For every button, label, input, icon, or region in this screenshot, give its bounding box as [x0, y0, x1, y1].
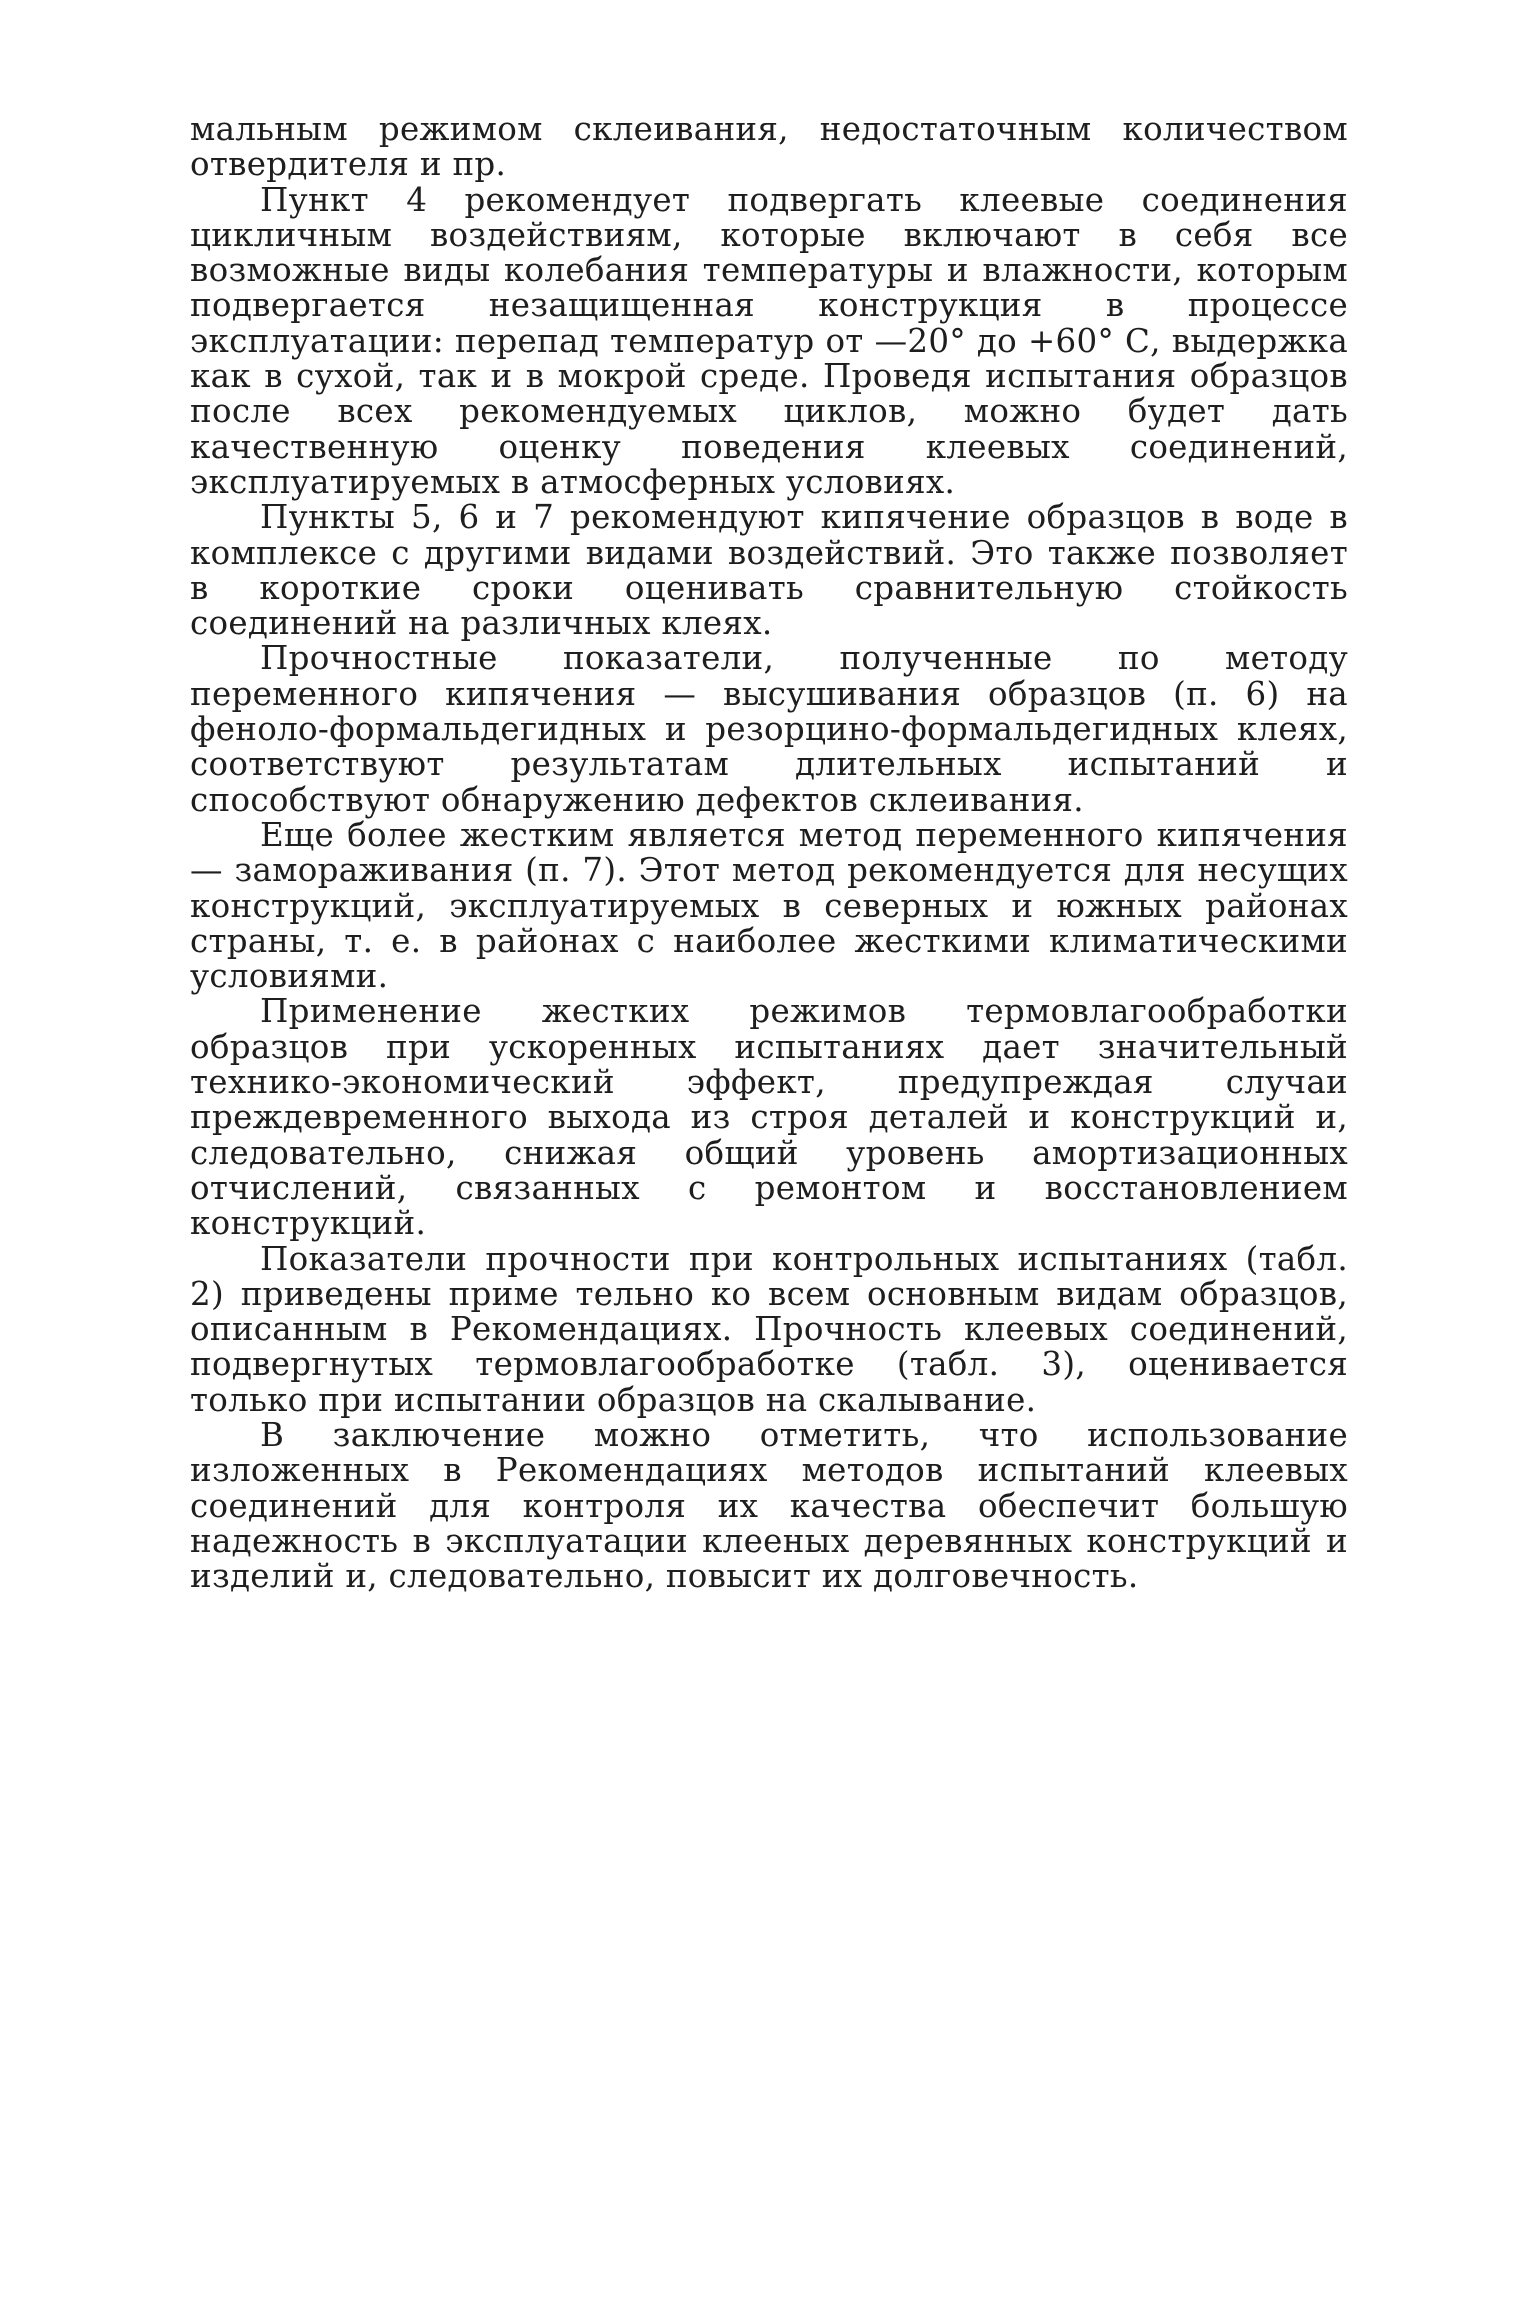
paragraph-harsh-modes: Применение жестких режимов термовлагообработки образцов при ускоренных испытаниях дает значительный технико-экономический эффект, предупреждая случаи преждевременного выхода из строя деталей и конструкций и, следовательно, снижая общий уровень амортизационных отчислений, связанных с ремонтом и восстановлением конструкций. [190, 992, 1348, 1243]
body-text [190, 112, 1348, 1594]
paragraph-strength-boiling-drying: Прочностные показатели, полученные по методу переменного кипячения — высушивания образцов (п. 6) на феноло-формальдегидных и резорцино-формальдегидных клеях, соответствуют результатам длительных испытаний и способствуют обнаружению дефектов склеивания. [190, 639, 1348, 819]
paragraph-item-4: Пункт 4 рекомендует подвергать клеевые соединения цикличным воздействиям, которые включают в себя все возможные виды колебания температуры и влажности, которым подвергается незащищенная конструкция в процессе эксплуатации: перепад температур от —20° до +60° С, выдержка как в сухой, так и в мокрой среде. Проведя испытания образцов после всех рекомендуемых циклов, можно будет дать качественную оценку поведения клеевых соединений, эксплуатируемых в атмосферных условиях. [190, 180, 1348, 501]
paragraph-conclusion: В заключение можно отметить, что использование изложенных в Рекомендациях методов испытаний клеевых соединений для контроля их качества обеспечит большую надежность в эксплуатации клееных деревянных конструкций и изделий и, следовательно, повысит их долговечность. [190, 1415, 1348, 1596]
paragraph-boiling-freezing: Еще более жестким является метод переменного кипячения — замораживания (п. 7). Этот метод рекомендуется для несущих конструкций, эксплуатируемых в северных и южных районах страны, т. е. в районах с наиболее жесткими климатическими условиями. [190, 815, 1348, 996]
paragraph-items-5-6-7: Пункты 5, 6 и 7 рекомендуют кипячение образцов в воде в комплексе с другими видами воздействий. Это также позволяет в короткие сроки оценивать сравнительную стойкость соединений на различных клеях. [190, 498, 1348, 643]
paragraph-continuation: мальным режимом склеивания, недостаточным количеством отвердителя и пр. [190, 110, 1348, 184]
paragraph-strength-indicators: Показатели прочности при контрольных испытаниях (табл. 2) приведены приме тельно ко всем основным видам образцов, описанным в Рекомендациях. Прочность клеевых соединений, подвергнутых термовлагообработке (табл. 3), оценивается только при испытании образцов на скалывание. [190, 1239, 1348, 1419]
